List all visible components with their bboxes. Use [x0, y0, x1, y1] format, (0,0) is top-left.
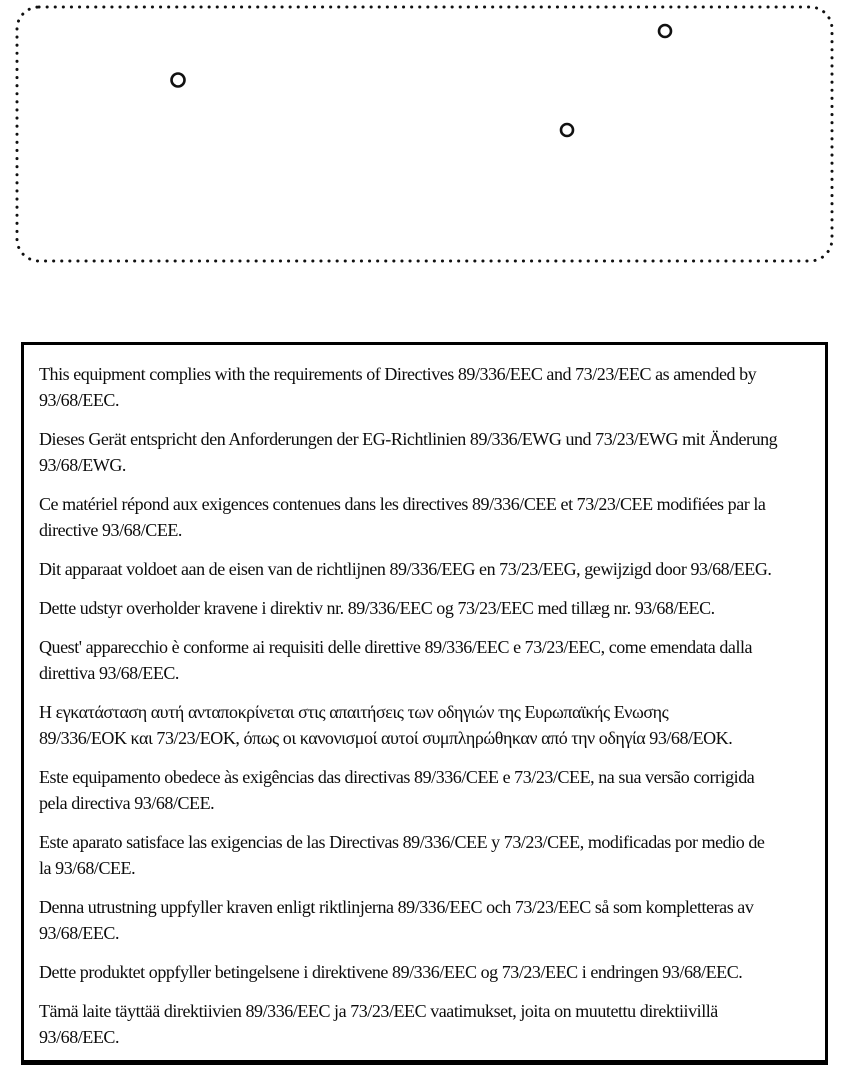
compliance-paragraph-nl [39, 556, 817, 582]
text-line: Tämä laite täyttää direktiivien 89/336/EEC ja 73/23/EEC vaatimukset, joita on muutettu direktiivillä [39, 1001, 718, 1021]
text-line: Quest' apparecchio è conforme ai requisiti delle direttive 89/336/EEC e 73/23/EEC, come emendata dalla [39, 637, 753, 657]
text-line: 93/68/EEC. [39, 923, 119, 943]
text-line: la 93/68/CEE. [39, 858, 136, 878]
text-line: 89/336/ΕΟΚ και 73/23/ΕΟΚ, όπως οι κανονισμοί αυτοί συμπληρώθηκαν από την οδηγία 93/68/ΕΟΚ. [39, 728, 733, 748]
hole-marker-left [172, 74, 185, 87]
compliance-paragraph-sv [39, 894, 817, 946]
compliance-paragraph-el [39, 699, 817, 751]
compliance-paragraph-fi [39, 998, 817, 1050]
text-line: Este aparato satisface las exigencias de las Directivas 89/336/CEE y 73/23/CEE, modificadas por medio de [39, 832, 765, 852]
text-line: Dette produktet oppfyller betingelsene i direktivene 89/336/EEC og 73/23/EEC i endringen 93/68/EEC. [39, 962, 743, 982]
compliance-paragraph-no [39, 959, 817, 985]
text-line: 93/68/EWG. [39, 455, 126, 475]
compliance-paragraph-de [39, 426, 817, 478]
hole-marker-middle [561, 124, 573, 136]
text-line: This equipment complies with the requirements of Directives 89/336/EEC and 73/23/EEC as amended by [39, 364, 757, 384]
text-line: pela directiva 93/68/CEE. [39, 793, 215, 813]
text-line: Η εγκατάσταση αυτή ανταποκρίνεται στις απαιτήσεις των οδηγιών της Ευρωπαϊκής Ενωσης [39, 702, 669, 722]
text-line: directive 93/68/CEE. [39, 520, 182, 540]
compliance-paragraph-it [39, 634, 817, 686]
panel-diagram [0, 0, 841, 280]
compliance-paragraph-fr [39, 491, 817, 543]
text-line: 93/68/EEC. [39, 390, 119, 410]
text-line: 93/68/EEC. [39, 1027, 119, 1047]
text-line: Dit apparaat voldoet aan de eisen van de richtlijnen 89/336/EEG en 73/23/EEG, gewijzigd door 93/68/EEG. [39, 559, 772, 579]
hole-marker-top-right [659, 25, 671, 37]
compliance-paragraph-en [39, 361, 817, 413]
compliance-text [39, 361, 817, 1050]
compliance-paragraph-pt [39, 764, 817, 816]
compliance-paragraph-da [39, 595, 817, 621]
text-line: Dette udstyr overholder kravene i direktiv nr. 89/336/EEC og 73/23/EEC med tillæg nr. 93/68/EEC. [39, 598, 715, 618]
text-line: Denna utrustning uppfyller kraven enligt riktlinjerna 89/336/EEC och 73/23/EEC så som kompletteras av [39, 897, 754, 917]
dotted-outline [17, 7, 832, 261]
compliance-paragraph-es [39, 829, 817, 881]
text-line: Este equipamento obedece às exigências das directivas 89/336/CEE e 73/23/CEE, na sua versão corrigida [39, 767, 755, 787]
text-line: direttiva 93/68/EEC. [39, 663, 179, 683]
panel-diagram-svg [0, 0, 841, 280]
compliance-statements-box [21, 342, 828, 1065]
text-line: Ce matériel répond aux exigences contenues dans les directives 89/336/CEE et 73/23/CEE modifiées par la [39, 494, 766, 514]
text-line: Dieses Gerät entspricht den Anforderungen der EG-Richtlinien 89/336/EWG und 73/23/EWG mit Änderung [39, 429, 778, 449]
